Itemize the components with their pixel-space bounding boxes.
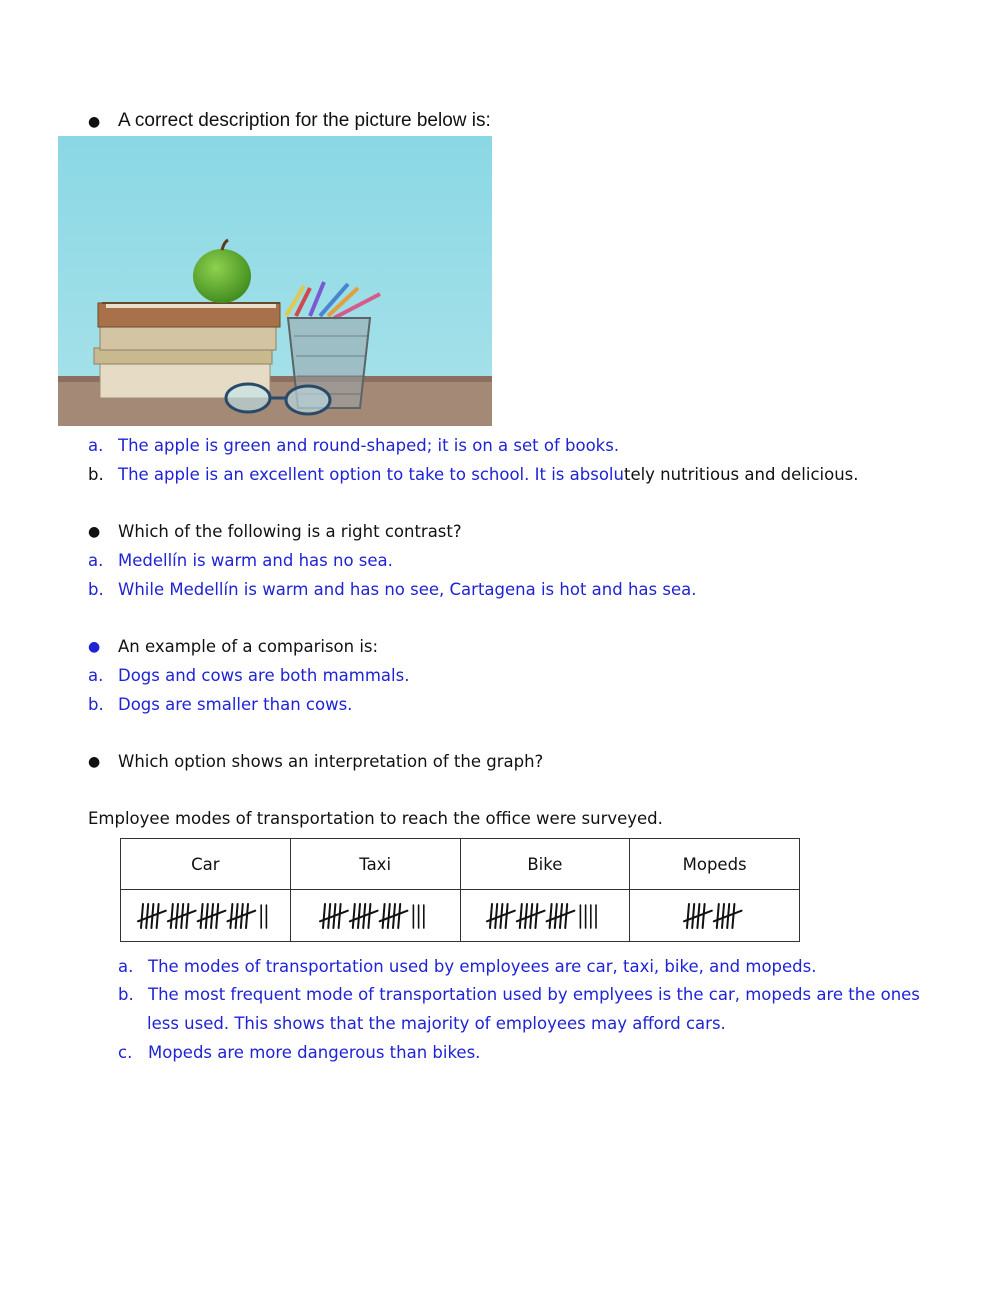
tally-cell xyxy=(460,890,630,942)
tally-marks-mopeds xyxy=(683,901,747,931)
tally-mark xyxy=(535,904,537,928)
tally-mark xyxy=(230,904,232,928)
q2-option-a-label: a. xyxy=(88,551,104,570)
books-apple-photo xyxy=(58,136,492,426)
tally-mark xyxy=(141,904,143,928)
tally-mark xyxy=(387,904,389,928)
table-header-cell: Bike xyxy=(460,839,630,890)
bullet-q1: ● xyxy=(88,114,101,130)
tally-mark xyxy=(358,904,360,928)
tally-mark xyxy=(525,904,527,928)
q2-prompt: Which of the following is a right contrast? xyxy=(118,522,462,541)
tally-mark xyxy=(555,904,557,928)
q2-option-b-label: b. xyxy=(88,580,104,599)
tally-mark xyxy=(368,904,370,928)
tally-mark xyxy=(495,904,497,928)
tally-mark xyxy=(687,904,689,928)
table-header-cell: Car xyxy=(121,839,291,890)
tally-mark xyxy=(235,904,237,928)
tally-mark xyxy=(565,904,567,928)
tally-mark xyxy=(200,904,202,928)
q3-option-a-label: a. xyxy=(88,666,104,685)
q1-option-b-text-blue: The apple is an excellent option to take to school. It is absolu xyxy=(118,465,624,484)
q4-option-b-label: b. xyxy=(118,985,134,1004)
q4-option-a-label: a. xyxy=(118,957,134,976)
q2-option-a[interactable] xyxy=(88,550,393,572)
tally-mark xyxy=(490,904,492,928)
q2-option-b[interactable] xyxy=(88,579,696,601)
q1-option-b[interactable] xyxy=(88,464,859,486)
q3-option-b-text: Dogs are smaller than cows. xyxy=(118,695,353,714)
tally-mark xyxy=(702,904,704,928)
tally-mark xyxy=(338,904,340,928)
tally-mark xyxy=(205,904,207,928)
q3-prompt: An example of a comparison is: xyxy=(118,637,379,656)
table-header-cell: Taxi xyxy=(290,839,460,890)
tally-marks-car xyxy=(137,901,275,931)
q4-option-c-text: Mopeds are more dangerous than bikes. xyxy=(148,1043,481,1062)
q3-option-a[interactable] xyxy=(88,665,409,687)
tally-mark xyxy=(186,904,188,928)
q4-option-c[interactable] xyxy=(118,1042,480,1064)
q4-option-a-text: The modes of transportation used by employees are car, taxi, bike, and mopeds. xyxy=(148,957,817,976)
tally-mark xyxy=(246,904,248,928)
tally-marks-taxi xyxy=(319,901,432,931)
bullet-q2: ● xyxy=(88,524,101,540)
q4-intro: Employee modes of transportation to reach the office were surveyed. xyxy=(88,809,663,828)
tally-cell xyxy=(121,890,291,942)
tally-mark xyxy=(216,904,218,928)
tally-mark xyxy=(382,904,384,928)
transport-tally-table xyxy=(120,838,800,942)
q3-option-b[interactable] xyxy=(88,694,352,716)
q1-option-a-text: The apple is green and round-shaped; it is on a set of books. xyxy=(118,436,620,455)
tally-mark xyxy=(692,904,694,928)
tally-mark xyxy=(146,904,148,928)
tally-mark xyxy=(156,904,158,928)
tally-mark xyxy=(717,904,719,928)
bullet-q4: ● xyxy=(88,754,101,770)
q1-option-a[interactable] xyxy=(88,435,619,457)
q4-option-b-continued: less used. This shows that the majority of employees may afford cars. xyxy=(147,1014,726,1033)
tally-cell xyxy=(290,890,460,942)
q4-option-c-label: c. xyxy=(118,1043,133,1062)
tally-mark xyxy=(398,904,400,928)
tally-mark xyxy=(520,904,522,928)
tally-mark xyxy=(732,904,734,928)
q1-option-b-text-black: tely nutritious and delicious. xyxy=(623,465,859,484)
q1-option-b-label: b. xyxy=(88,465,104,484)
q4-option-b[interactable] xyxy=(118,984,920,1006)
q4-prompt: Which option shows an interpretation of the graph? xyxy=(118,752,544,771)
tally-mark xyxy=(328,904,330,928)
q4-option-a[interactable] xyxy=(118,956,816,978)
table-header-cell: Mopeds xyxy=(630,839,800,890)
q2-option-a-text: Medellín is warm and has no sea. xyxy=(118,551,393,570)
tally-mark xyxy=(549,904,551,928)
bullet-q3: ● xyxy=(88,639,101,655)
tally-mark xyxy=(323,904,325,928)
tally-mark xyxy=(505,904,507,928)
tally-mark xyxy=(170,904,172,928)
q1-prompt: A correct description for the picture below is: xyxy=(118,110,491,131)
q1-option-a-label: a. xyxy=(88,436,104,455)
q3-option-b-label: b. xyxy=(88,695,104,714)
tally-marks-bike xyxy=(486,901,604,931)
q2-option-b-text: While Medellín is warm and has no see, Cartagena is hot and has sea. xyxy=(118,580,697,599)
tally-cell xyxy=(630,890,800,942)
q3-option-a-text: Dogs and cows are both mammals. xyxy=(118,666,410,685)
tally-mark xyxy=(352,904,354,928)
tally-mark xyxy=(176,904,178,928)
tally-mark xyxy=(722,904,724,928)
q4-option-b-text-line1: The most frequent mode of transportation used by emplyees is the car, mopeds are the ones xyxy=(148,985,920,1004)
